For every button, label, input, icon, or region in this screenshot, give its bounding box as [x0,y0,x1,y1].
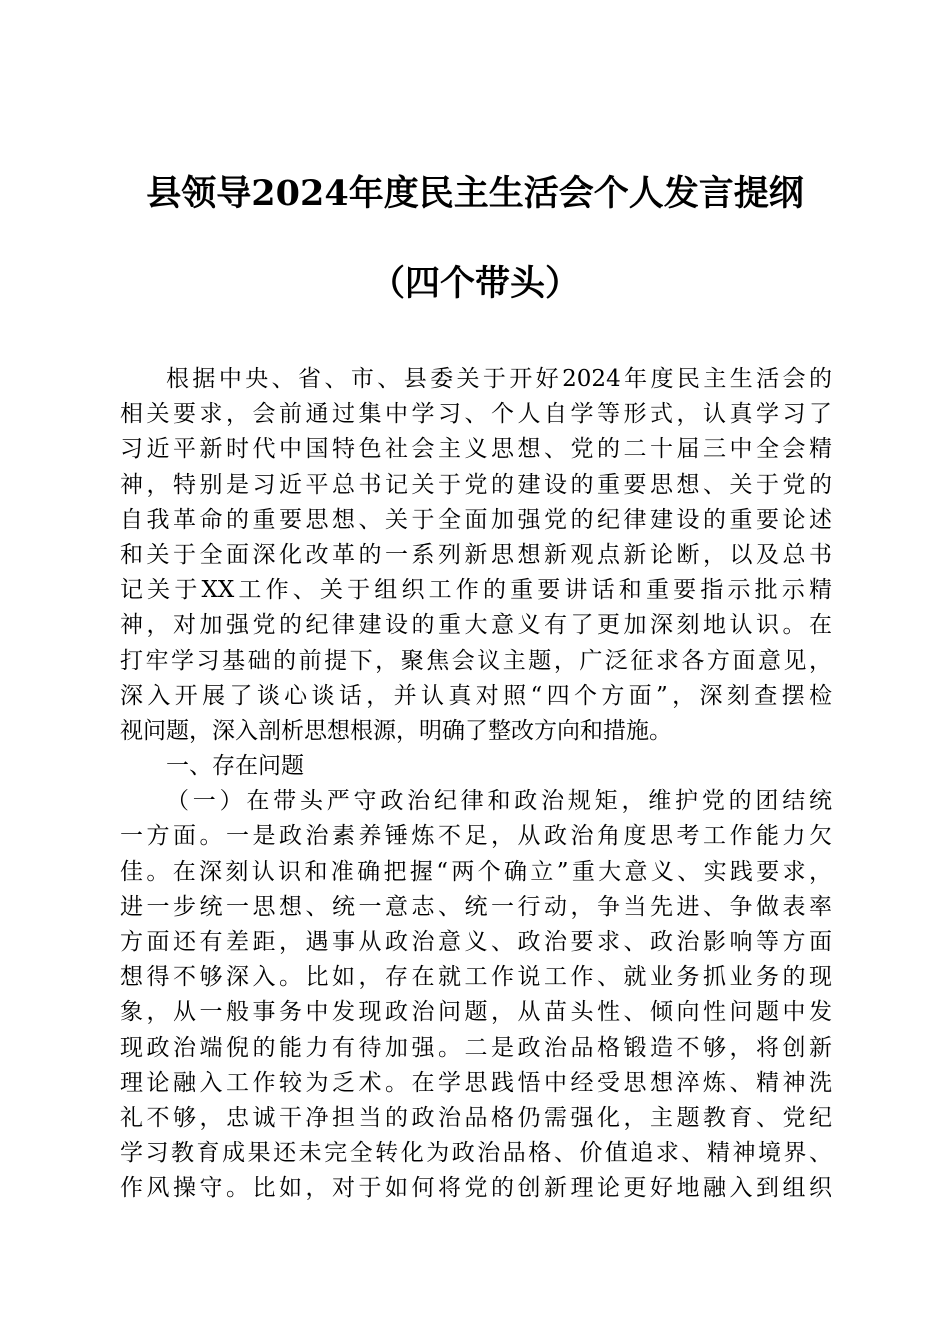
paragraph-line: 和关于全面深化改革的一系列新思想新观点新论断，以及总书 [120,541,832,568]
paragraph-line: 打牢学习基础的前提下，聚焦会议主题，广泛征求各方面意见， [120,647,832,674]
paragraph-line: 象，从一般事务中发现政治问题，从苗头性、倾向性问题中发 [120,999,832,1026]
paragraph-line: 记关于XX工作、关于组织工作的重要讲话和重要指示批示精 [120,577,832,604]
paragraph-line: 想得不够深入。比如，存在就工作说工作、就业务抓业务的现 [120,964,832,991]
paragraph-line: （一）在带头严守政治纪律和政治规矩，维护党的团结统 [166,788,832,815]
document-subtitle: （四个带头） [369,263,580,304]
paragraph-line: 进一步统一思想、统一意志、统一行动，争当先进、争做表率 [120,893,832,920]
paragraph-line: 一方面。一是政治素养锤炼不足，从政治角度思考工作能力欠 [120,823,832,850]
paragraph-line: 现政治端倪的能力有待加强。二是政治品格锻造不够，将创新 [120,1034,832,1061]
paragraph-line: 视问题，深入剖析思想根源，明确了整改方向和措施。 [120,717,672,744]
paragraph-line: 自我革命的重要思想、关于全面加强党的纪律建设的重要论述 [120,506,832,533]
section-heading: 一、存在问题 [166,753,304,780]
paragraph-line: 深入开展了谈心谈话，并认真对照“四个方面”，深刻查摆检 [120,682,832,709]
document-title: 县领导2024年度民主生活会个人发言提纲 [146,173,804,214]
document-body [120,362,832,1207]
paragraph-line: 作风操守。比如，对于如何将党的创新理论更好地融入到组织 [120,1175,832,1202]
paragraph-line: 神，特别是习近平总书记关于党的建设的重要思想、关于党的 [120,471,832,498]
paragraph-line: 根据中央、省、市、县委关于开好2024年度民主生活会的 [166,366,832,392]
paragraph-line: 礼不够，忠诚干净担当的政治品格仍需强化，主题教育、党纪 [120,1104,832,1131]
paragraph-line: 方面还有差距，遇事从政治意义、政治要求、政治影响等方面 [120,929,832,955]
paragraph-line: 习近平新时代中国特色社会主义思想、党的二十届三中全会精 [120,436,832,463]
paragraph-line: 理论融入工作较为乏术。在学思践悟中经受思想淬炼、精神洗 [120,1069,832,1096]
paragraph-line: 相关要求，会前通过集中学习、个人自学等形式，认真学习了 [120,401,832,428]
paragraph-line: 佳。在深刻认识和准确把握“两个确立”重大意义、实践要求， [120,858,832,885]
paragraph-line: 神，对加强党的纪律建设的重大意义有了更加深刻地认识。在 [120,612,832,639]
paragraph-line: 学习教育成果还未完全转化为政治品格、价值追求、精神境界、 [120,1140,832,1167]
